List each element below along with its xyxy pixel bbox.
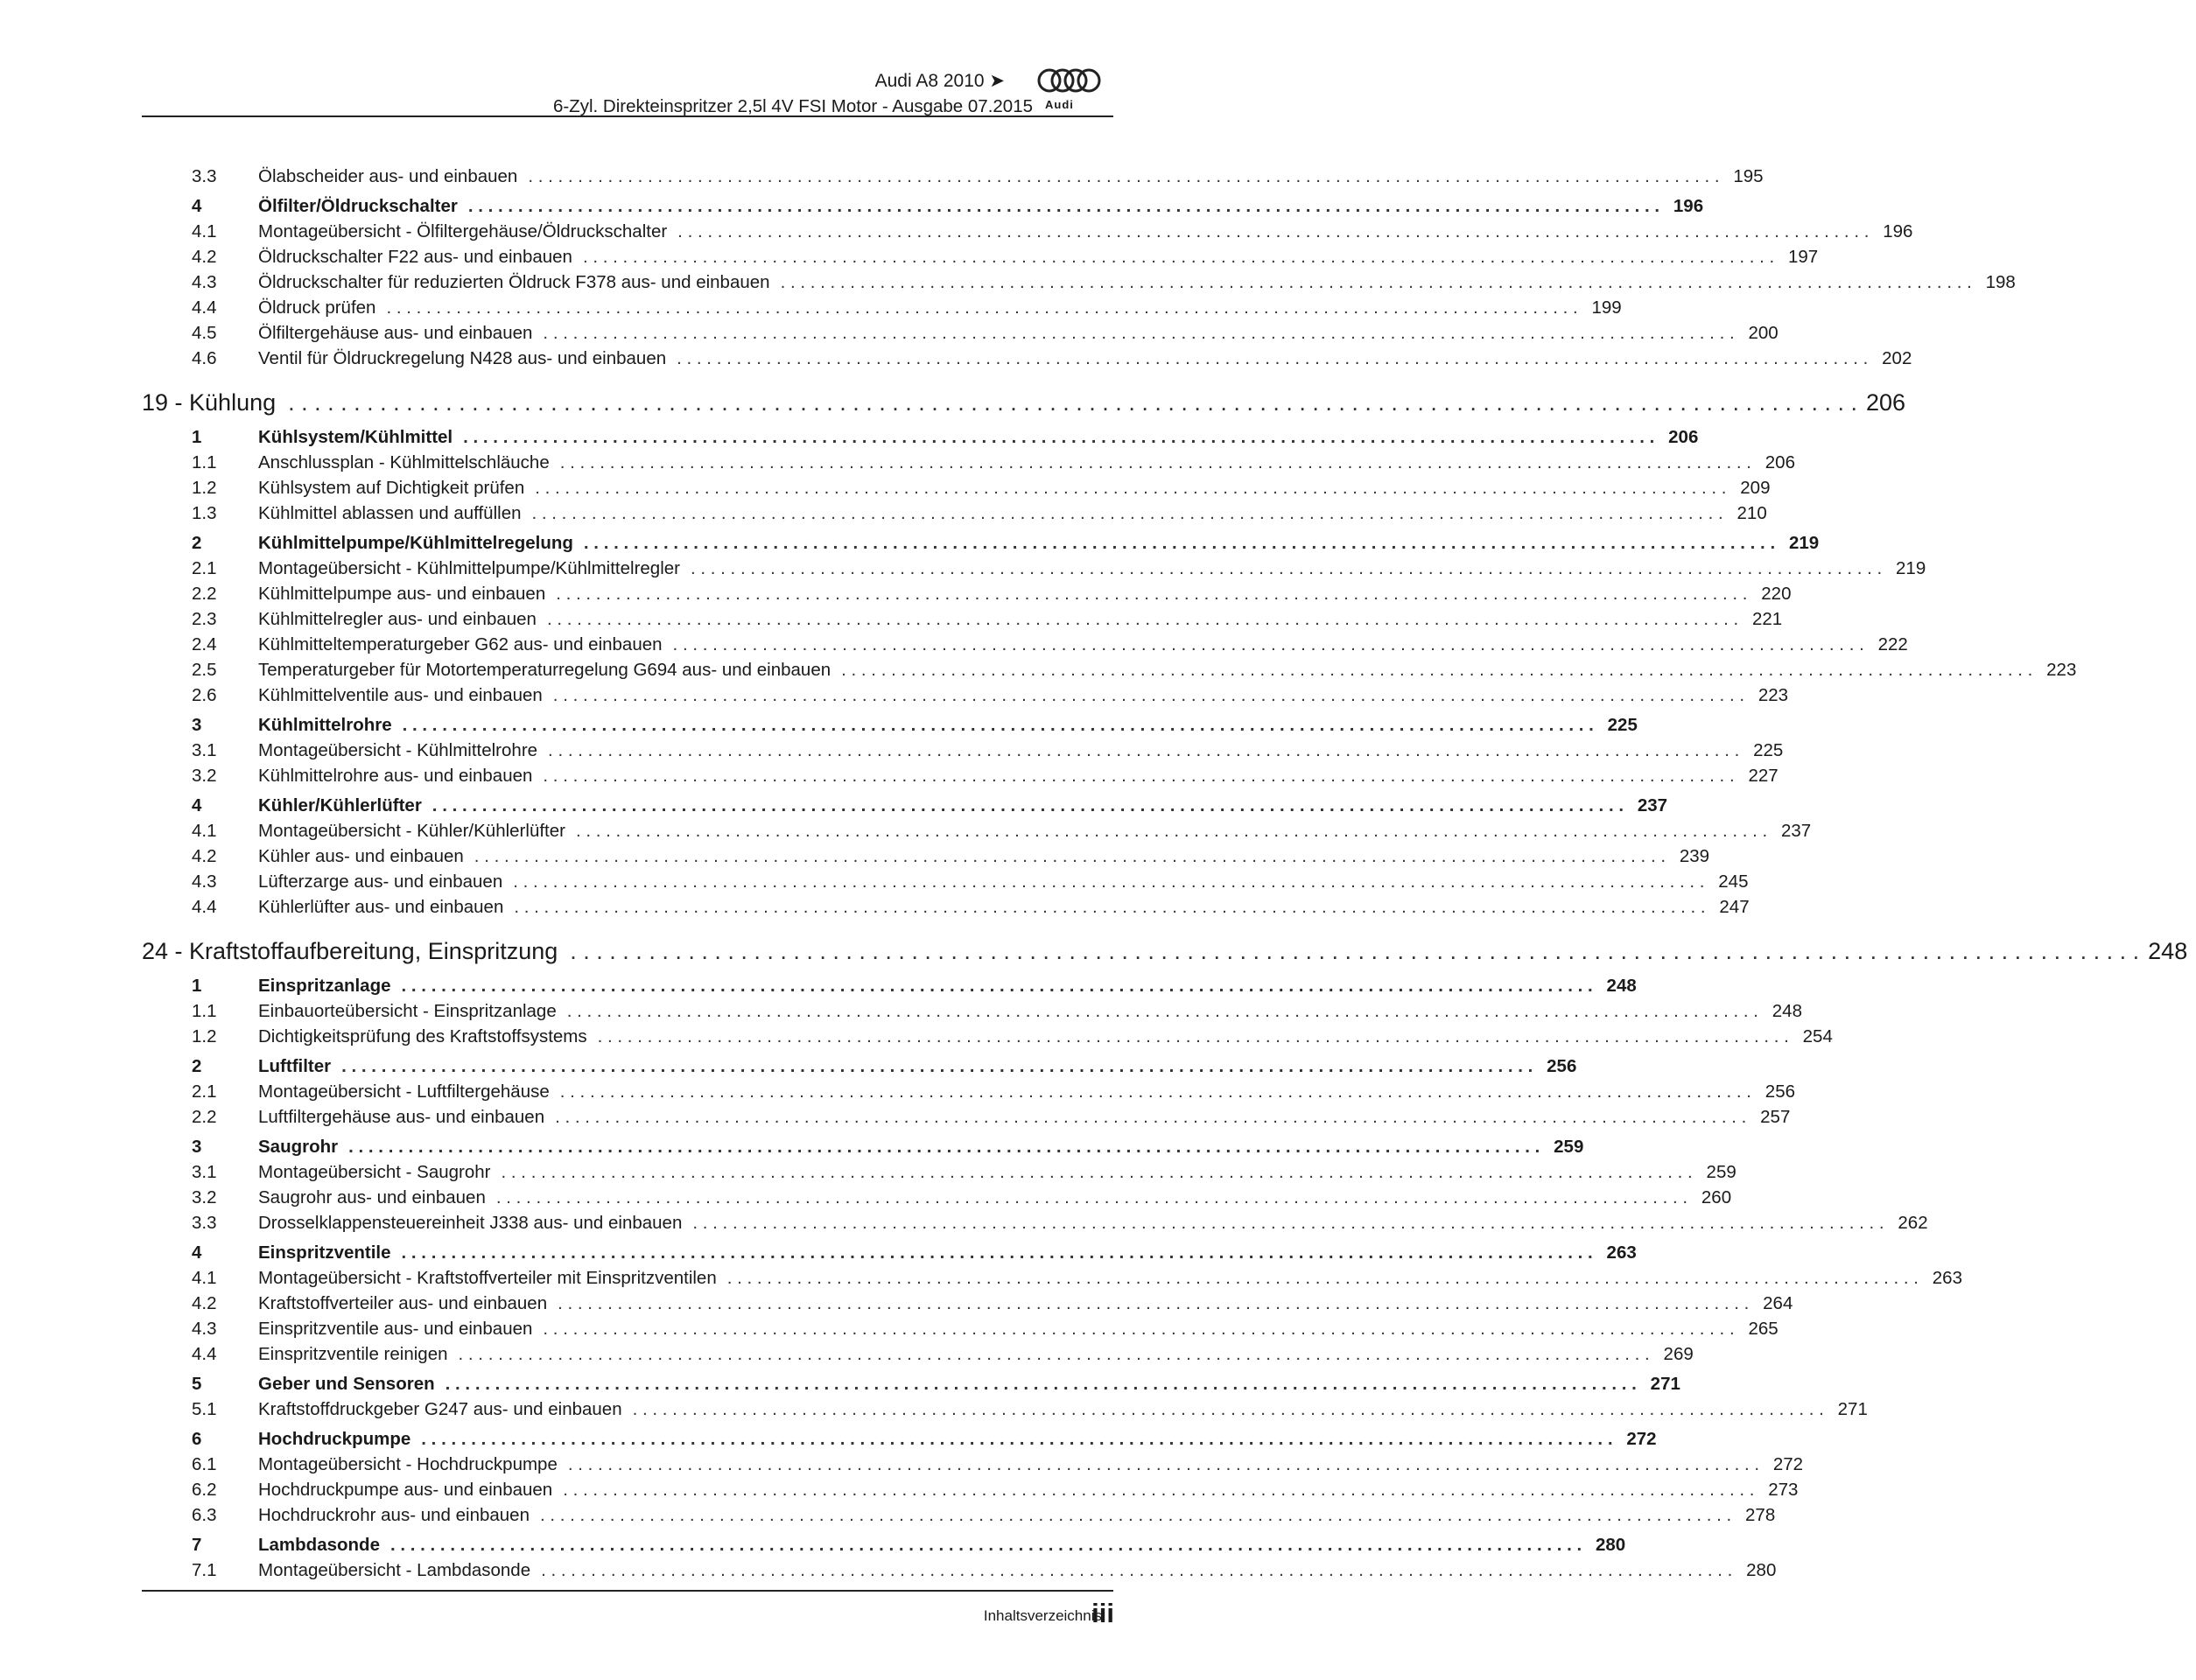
dot-leader: . . . . . . . . . . . . . . . . . . . . . . . . . . . . . . . . . . . . . . . . . . . . . . . . . . . . . . . . . . . . . . . . . . . . . . . . . . . . . . . . . . . . . . . . . . . . . . . . . . . . . . . . . . . . . . . . . . . . . . . .: [597, 1026, 1789, 1046]
dot-leader: . . . . . . . . . . . . . . . . . . . . . . . . . . . . . . . . . . . . . . . . . . . . . . . . . . . . . . . . . . . . . . . . . . . . . . . . . . . . . . . . . . . . . . . . . . . . . . . . . . . . . . . . . . . . . . . . . . . . . . . .: [558, 1293, 1750, 1313]
toc-title: Kühlmittelrohre aus- und einbauen: [258, 766, 533, 786]
toc-title: Montageübersicht - Hochdruckpumpe: [258, 1454, 558, 1474]
toc-number: 2.1: [192, 558, 217, 578]
dot-leader: . . . . . . . . . . . . . . . . . . . . . . . . . . . . . . . . . . . . . . . . . . . . . . . . . . . . . . . . . . . . . . . . . . . . . . . . . . . . . . . . . . . . . . . . . . . . . . . . . . . . . . . . . . . . . . . . . . . . . . . .: [541, 1560, 1733, 1580]
toc-title: Temperaturgeber für Motortemperaturregelung G694 aus- und einbauen: [258, 660, 831, 680]
toc-page-number: 206: [1865, 388, 1906, 416]
toc-page-number: 219: [1788, 533, 1820, 553]
toc-number: 3.1: [192, 740, 217, 760]
toc-number: 2: [192, 1056, 202, 1076]
toc-section[interactable]: [142, 1429, 1657, 1454]
toc-title: Kühlmittelregler aus- und einbauen: [258, 609, 537, 629]
dot-leader: . . . . . . . . . . . . . . . . . . . . . . . . . . . . . . . . . . . . . . . . . . . . . . . . . . . . . . . . . . . . . . . . . . . . . . . . . . . . . . . . . . . . . . . . . . . . . . . . . . . . . . . . . . . . . . . . . . . . . . . .: [535, 478, 1727, 498]
toc-page-number: 198: [1985, 272, 2016, 292]
dot-leader: . . . . . . . . . . . . . . . . . . . . . . . . . . . . . . . . . . . . . . . . . . . . . . . . . . . . . . . . . . . . . . . . . . . . . . . . . . . . . . . . . . . . . . . . . . . . . . . . . . . . . . . . . . . . . . . . . . . . . . . .: [841, 660, 2033, 680]
toc-entry[interactable]: [142, 452, 1795, 478]
footer-rule: [142, 1590, 1113, 1592]
toc-number: 2.5: [192, 660, 217, 680]
toc-title: Geber und Sensoren: [258, 1374, 435, 1394]
toc-page-number: 264: [1763, 1293, 1793, 1313]
dot-leader: . . . . . . . . . . . . . . . . . . . . . . . . . . . . . . . . . . . . . . . . . . . . . . . . . . . . . . . . . . . . . . . . . . . . . . . . . . . . . . . . . . . . . . . . . . . . . . . . . . . . . . . . . . . . . . . . . . . . . . . .: [458, 1344, 1650, 1364]
toc-number: 3.3: [192, 166, 217, 186]
toc-chapter[interactable]: [142, 931, 2188, 971]
toc-entry[interactable]: [142, 766, 1779, 791]
toc-number: 6.2: [192, 1480, 217, 1500]
toc-page-number: 206: [1668, 427, 1699, 447]
toc-page-number: 206: [1765, 452, 1795, 472]
toc-page-number: 260: [1701, 1187, 1732, 1208]
toc-page-number: 197: [1788, 247, 1819, 267]
toc-page-number: 269: [1663, 1344, 1694, 1364]
toc-entry[interactable]: [142, 1480, 1799, 1505]
toc-page-number: 273: [1768, 1480, 1799, 1500]
toc-title: Montageübersicht - Lambdasonde: [258, 1560, 531, 1580]
toc-entry[interactable]: [142, 323, 1779, 348]
toc-title: Saugrohr aus- und einbauen: [258, 1187, 486, 1208]
table-of-contents: [142, 166, 2188, 1586]
toc-section[interactable]: [142, 196, 1704, 221]
toc-entry[interactable]: [142, 1107, 1791, 1132]
toc-page-number: 271: [1837, 1399, 1868, 1419]
toc-entry[interactable]: [142, 478, 1771, 503]
toc-title: Montageübersicht - Kühlmittelrohre: [258, 740, 538, 760]
toc-entry[interactable]: [142, 348, 1912, 374]
toc-entry[interactable]: [142, 1454, 1804, 1480]
dot-leader: . . . . . . . . . . . . . . . . . . . . . . . . . . . . . . . . . . . . . . . . . . . . . . . . . . . . . . . . . . . . . . . . . . . . . . . . . . . . . . . . . . . . . . . . . . . . . . . . . . . . . . . . . . . . . . . . . . . . . . . .: [421, 1429, 1613, 1449]
toc-title: Luftfilter: [258, 1056, 332, 1076]
toc-page-number: 210: [1736, 503, 1767, 523]
page-header: [142, 66, 1113, 117]
toc-title: Einspritzventile aus- und einbauen: [258, 1319, 533, 1339]
toc-page-number: 196: [1673, 196, 1704, 216]
toc-entry[interactable]: [142, 503, 1767, 528]
toc-title: Kraftstoffverteiler aus- und einbauen: [258, 1293, 548, 1313]
toc-section[interactable]: [142, 533, 1820, 558]
toc-number: 1.1: [192, 1001, 217, 1021]
toc-number: 3.2: [192, 766, 217, 786]
toc-number: 1.2: [192, 478, 217, 498]
toc-title: Einspritzventile: [258, 1242, 391, 1263]
toc-entry[interactable]: [142, 272, 2016, 298]
toc-number: 4.6: [192, 348, 217, 368]
toc-number: 4.5: [192, 323, 217, 343]
toc-page-number: 257: [1760, 1107, 1791, 1127]
toc-number: 4.3: [192, 272, 217, 292]
toc-entry[interactable]: [142, 740, 1784, 766]
dot-leader: . . . . . . . . . . . . . . . . . . . . . . . . . . . . . . . . . . . . . . . . . . . . . . . . . . . . . . . . . . . . . . . . . . . . . . . . . . . . . . . . . . . . . . . . . . . . . . . . . . . . . . . . . . . . . . . . . . . . . . . .: [543, 323, 1735, 343]
toc-title: Ölabscheider aus- und einbauen: [258, 166, 518, 186]
toc-page-number: 265: [1748, 1319, 1779, 1339]
dot-leader: . . . . . . . . . . . . . . . . . . . . . . . . . . . . . . . . . . . . . . . . . . . . . . . . . . . . . . . . . . . . . . . . . . . . . . . . . . . . . . . . . . . . . . . . . . . . . . . . . . . . . . . . . . . . . . . . . . . . . . . .: [531, 503, 1723, 523]
toc-number: 2.1: [192, 1082, 217, 1102]
dot-leader: . . . . . . . . . . . . . . . . . . . . . . . . . . . . . . . . . . . . . . . . . . . . . . . . . . . . . . . . . . . . . . . . . . . . . . . . . . . . . . . . . . . . . . . . . . . . . . . . . . . . . . . . . . . . . . . . . . . . . . . .: [528, 166, 1720, 186]
toc-number: 3: [192, 715, 202, 735]
toc-number: 2.2: [192, 584, 217, 604]
toc-page-number: 256: [1765, 1082, 1796, 1102]
toc-title: Kühlmitteltemperaturgeber G62 aus- und einbauen: [258, 634, 663, 654]
toc-number: 7: [192, 1535, 202, 1555]
dot-leader: . . . . . . . . . . . . . . . . . . . . . . . . . . . . . . . . . . . . . . . . . . . . . . . . . . . . . . . . . . . . . . . . . . . . . . . . . . . . . . . . . . . . . . . . . . . . . . . . . . . . . . . . . . . . . . . . . . . . . . . .: [348, 1137, 1540, 1157]
toc-page-number: 202: [1882, 348, 1912, 368]
toc-page-number: 272: [1626, 1429, 1657, 1449]
dot-leader: . . . . . . . . . . . . . . . . . . . . . . . . . . . . . . . . . . . . . . . . . . . . . . . . . . . . . . . . . . . . . . . . . . . . . . . . . . . . . . . . . . . . . . . . . . . . . . . . . . . . . . . . . . . . . . . . . . . . . . . .: [431, 795, 1624, 816]
dot-leader: . . . . . . . . . . . . . . . . . . . . . . . . . . . . . . . . . . . . . . . . . . . . . . . . . . . . . . . . . . . . . . . . . . . . . . . . . . . . . . . . . . . . . . . . . . . . . . . . . . . . . . . . . . . . . . . . . . . . . . . .: [559, 452, 1751, 472]
dot-leader: . . . . . . . . . . . . . . . . . . . . . . . . . . . . . . . . . . . . . . . . . . . . . . . . . . . . . . . . . . . . . . . . . . . . . . . . . . . . . . . . . . . . . . . . . . . . . . . . . . . . . . . . . . . . . . . . . . . . . . . .: [546, 609, 1739, 629]
toc-page-number: 247: [1719, 897, 1750, 917]
toc-title: Kühlmittelrohre: [258, 715, 392, 735]
toc-title: 24 - Kraftstoffaufbereitung, Einspritzung: [142, 937, 558, 964]
toc-page-number: 256: [1547, 1056, 1577, 1076]
dot-leader: . . . . . . . . . . . . . . . . . . . . . . . . . . . . . . . . . . . . . . . . . . . . . . . . . . . . . . . . . . . . . . . . . . . . . . . . . . . . . . . . . . . . . . . . . . . . . . . . . . . . . . . . . . . . . . . . . . . . . . . .: [474, 846, 1666, 866]
dot-leader: . . . . . . . . . . . . . . . . . . . . . . . . . . . . . . . . . . . . . . . . . . . . . . . . . . . . . . . . . . . . . . . . . . . . . . . . . . . . . . . . . . . . . . . . . . . . . . . . . . . . . . . . . . . . . . . . . . . . . . . .: [583, 533, 1776, 553]
toc-page-number: 278: [1745, 1505, 1776, 1525]
toc-number: 2.3: [192, 609, 217, 629]
dot-leader: . . . . . . . . . . . . . . . . . . . . . . . . . . . . . . . . . . . . . . . . . . . . . . . . . . . . . . . . . . . . . . . . . . . . . . . . . . . . . . . . . . . . . . . . . . . . . . . . . . . . . . . . . . . . . . . . . . . . . . . .: [539, 1505, 1732, 1525]
toc-title: Kühlmittelpumpe aus- und einbauen: [258, 584, 546, 604]
toc-title: Öldruckschalter F22 aus- und einbauen: [258, 247, 572, 267]
toc-number: 2.4: [192, 634, 217, 654]
footer-page-number: iii: [1091, 1598, 1114, 1628]
dot-leader: . . . . . . . . . . . . . . . . . . . . . . . . . . . . . . . . . . . . . . . . . . . . . . . . . . . . . . . . . . . . . . . . . . . . . . . . . . . . . . . . . . . . . . . . . . . . . . . . . . . . . . . . . . . . . . . . . . . . . . . .: [552, 685, 1745, 705]
dot-leader: . . . . . . . . . . . . . . . . . . . . . . . . . . . . . . . . . . . . . . . . . . . . . . . . . . . . . . . . . . . . . . . . . . . . . . . . . . . . . . . . . . . . . . . . . . . . . . . . . . . . . . . . . . . . . . . . . . . . . . . .: [543, 766, 1735, 786]
toc-number: 3.1: [192, 1162, 217, 1182]
toc-page-number: 248: [1606, 976, 1637, 996]
toc-entry[interactable]: [142, 685, 1789, 710]
toc-title: Kühlsystem/Kühlmittel: [258, 427, 453, 447]
dot-leader: . . . . . . . . . . . . . . . . . . . . . . . . . . . . . . . . . . . . . . . . . . . . . . . . . . . . . . . . . . . . . . . . . . . . . . . . . . . . . . . . . . . . . . . . . . . . . . . . . . . . . . . . . . . . . . . . . . . . . . . .: [513, 872, 1705, 892]
dot-leader: . . . . . . . . . . . . . . . . . . . . . . . . . . . . . . . . . . . . . . . . . . . . . . . . . . . . . . . . . . . . . . . . . . . . . . . . . . . . . . . . . . . . . . . . . . . . . . . . . . . . . . . . . . . . . . . . . . . . . . . .: [632, 1399, 1824, 1419]
dot-leader: . . . . . . . . . . . . . . . . . . . . . . . . . . . . . . . . . . . . . . . . . . . . . . . . . . . . . . . . . . . . . . . . . . . . . . . . . . . . . . . . . . . . . . . . . . . . . . . . . . . . . . . . . . . . . . . . . . . . . . . .: [501, 1162, 1693, 1182]
toc-entry[interactable]: [142, 221, 1913, 247]
dot-leader: . . . . . . . . . . . . . . . . . . . . . . . . . . . . . . . . . . . . . . . . . . . . . . . . . . . . . . . . . . . . . . . . . . . . . . . . . . . . . . . . . . . . . . . . . . . . . . . . . . . . . . . . . . . . . . . . . . . . . . . .: [341, 1056, 1533, 1076]
toc-title: Einspritzventile reinigen: [258, 1344, 448, 1364]
toc-page-number: 254: [1802, 1026, 1833, 1046]
dot-leader: . . . . . . . . . . . . . . . . . . . . . . . . . . . . . . . . . . . . . . . . . . . . . . . . . . . . . . . . . . . . . . . . . . . . . . . . . . . . . . . . . . . . . . . . . . . . . . . . . . . . . . . . . . . . . . . . . . . . . . . .: [386, 298, 1578, 318]
dot-leader: . . . . . . . . . . . . . . . . . . . . . . . . . . . . . . . . . . . . . . . . . . . . . . . . . . . . . . . . . . . . . . . . . . . . . . . . . . . . . . . . . . . . . . . . . . . . . . . . . . . . . . . . . . . . . . . . . . . . . . . .: [401, 976, 1593, 996]
toc-section[interactable]: [142, 1242, 1637, 1268]
toc-title: Montageübersicht - Kühler/Kühlerlüfter: [258, 821, 565, 841]
toc-title: Luftfiltergehäuse aus- und einbauen: [258, 1107, 545, 1127]
toc-page-number: 227: [1748, 766, 1779, 786]
toc-number: 4.2: [192, 1293, 217, 1313]
toc-number: 4.3: [192, 1319, 217, 1339]
toc-chapter[interactable]: [142, 382, 1906, 423]
toc-title: Dichtigkeitsprüfung des Kraftstoffsystems: [258, 1026, 587, 1046]
dot-leader: . . . . . . . . . . . . . . . . . . . . . . . . . . . . . . . . . . . . . . . . . . . . . . . . . . . . . . . . . . . . . . . . . . . . . . . . . . . . . . . . . . . . . . . . . . . . . . . . . . . . . . . . . . . . . . . . . . . . . . . .: [389, 1535, 1582, 1555]
toc-title: Hochdruckrohr aus- und einbauen: [258, 1505, 530, 1525]
toc-number: 6.1: [192, 1454, 217, 1474]
dot-leader: . . . . . . . . . . . . . . . . . . . . . . . . . . . . . . . . . . . . . . . . . . . . . . . . . . . . . . . . . . . . . . . . . . . . . . . . . . . . . . . . . . . . . . . . . . . . . . . . . . . . . . . . . . . . . . . . . . . . . . . .: [559, 1082, 1752, 1102]
dot-leader: . . . . . . . . . . . . . . . . . . . . . . . . . . . . . . . . . . . . . . . . . . . . . . . . . . . . . . . . . . . . . . . . . . . . . . . . . . . . . . . . . . . . . . . . . . . . . . . . . . . . . . . . . . . . . . . . . . . . . . . .: [514, 897, 1706, 917]
toc-page-number: 263: [1606, 1242, 1637, 1263]
toc-number: 5.1: [192, 1399, 217, 1419]
toc-number: 4.1: [192, 821, 217, 841]
toc-title: Hochdruckpumpe: [258, 1429, 411, 1449]
audi-logo: [1036, 66, 1103, 110]
dot-leader: . . . . . . . . . . . . . . . . . . . . . . . . . . . . . . . . . . . . . . . . . . . . . . . . . . . . . . . . . . . . . . . . . . . . . . . . . . . . . . . . . . . . . . . . . . . . . . . . . . . . . . . . . . . . . . . . . . . . . . . .: [566, 1001, 1758, 1021]
toc-number: 4.1: [192, 221, 217, 242]
dot-leader: . . . . . . . . . . . . . . . . . . . . . . . . . . . . . . . . . . . . . . . . . . . . . . . . . . . . . . . . . . . . . . . . . . . . . . . . . . . . . . . . . . . . . . . . . . . . . . . . . . . . . . . . . . . . . . . . . . . . . . . .: [677, 221, 1870, 242]
toc-number: 4: [192, 1242, 202, 1263]
toc-number: 1: [192, 427, 202, 447]
toc-page-number: 225: [1607, 715, 1638, 735]
toc-number: 3: [192, 1137, 202, 1157]
toc-number: 3.3: [192, 1213, 217, 1233]
toc-entry[interactable]: [142, 660, 2077, 685]
toc-number: 6.3: [192, 1505, 217, 1525]
toc-title: Ölfiltergehäuse aus- und einbauen: [258, 323, 533, 343]
toc-page-number: 259: [1554, 1137, 1584, 1157]
toc-page-number: 280: [1596, 1535, 1626, 1555]
toc-entry[interactable]: [142, 1026, 1833, 1052]
dot-leader: . . . . . . . . . . . . . . . . . . . . . . . . . . . . . . . . . . . . . . . . . . . . . . . . . . . . . . . . . . . . . . . . . . . . . . . . . . . . . . . . . . . . . . . . . . . . . . . . . . . . . . . . . . . . . . . . . . . . . . . .: [563, 1480, 1755, 1500]
toc-number: 4.4: [192, 298, 217, 318]
toc-title: Montageübersicht - Luftfiltergehäuse: [258, 1082, 550, 1102]
toc-section[interactable]: [142, 1374, 1680, 1399]
toc-entry[interactable]: [142, 1293, 1793, 1319]
toc-title: Öldruckschalter für reduzierten Öldruck F378 aus- und einbauen: [258, 272, 770, 292]
toc-title: Einbauorteübersicht - Einspritzanlage: [258, 1001, 557, 1021]
toc-section[interactable]: [142, 976, 1637, 1001]
toc-number: 4.2: [192, 247, 217, 267]
toc-entry[interactable]: [142, 846, 1710, 872]
dot-leader: . . . . . . . . . . . . . . . . . . . . . . . . . . . . . . . . . . . . . . . . . . . . . . . . . . . . . . . . . . . . . . . . . . . . . . . . . . . . . . . . . . . . . . . . . . . . . . . . . . . . . . . . . . . . . . . . . . . . . . . .: [401, 1242, 1593, 1263]
toc-entry[interactable]: [142, 166, 1764, 192]
dot-leader: . . . . . . . . . . . . . . . . . . . . . . . . . . . . . . . . . . . . . . . . . . . . . . . . . . . . . . . . . . . . . . . . . . . . . . . . . . . . . . . . . . . . . . . . . . . . . . . . . . . . . . . . . . . . . . . . . . . . . . . .: [543, 1319, 1735, 1339]
toc-section[interactable]: [142, 795, 1668, 821]
toc-page-number: 237: [1781, 821, 1812, 841]
toc-entry[interactable]: [142, 247, 1819, 272]
toc-entry[interactable]: [142, 584, 1792, 609]
toc-page-number: 259: [1706, 1162, 1736, 1182]
toc-page-number: 263: [1932, 1268, 1962, 1288]
toc-title: 19 - Kühlung: [142, 388, 277, 416]
footer-label: Inhaltsverzeichnis: [983, 1607, 1102, 1624]
toc-page-number: 199: [1591, 298, 1622, 318]
dot-leader: . . . . . . . . . . . . . . . . . . . . . . . . . . . . . . . . . . . . . . . . . . . . . . . . . . . . . . . . . . . . . . . . . . . . . . . . . . . . . . . . . . . . . . . . . . . . . . . . . . . . . . . . . . . . . . . . . . . . . . . .: [463, 427, 1655, 447]
toc-entry[interactable]: [142, 558, 1926, 584]
toc-number: 1.3: [192, 503, 217, 523]
toc-entry[interactable]: [142, 1082, 1796, 1107]
toc-entry[interactable]: [142, 1162, 1736, 1187]
toc-page-number: 248: [1772, 1001, 1802, 1021]
toc-number: 4.3: [192, 872, 217, 892]
toc-entry[interactable]: [142, 897, 1750, 922]
toc-number: 7.1: [192, 1560, 217, 1580]
toc-section[interactable]: [142, 1137, 1584, 1162]
toc-title: Einspritzanlage: [258, 976, 391, 996]
header-subtitle: 6-Zyl. Direkteinspritzer 2,5l 4V FSI Motor - Ausgabe 07.2015: [552, 96, 1033, 116]
toc-title: Montageübersicht - Saugrohr: [258, 1162, 491, 1182]
toc-page-number: 223: [2046, 660, 2077, 680]
toc-entry[interactable]: [142, 1560, 1777, 1586]
toc-number: 5: [192, 1374, 202, 1394]
toc-title: Öldruck prüfen: [258, 298, 376, 318]
toc-number: 4.4: [192, 1344, 217, 1364]
audi-logo-text: Audi: [1045, 98, 1074, 111]
toc-page-number: 280: [1746, 1560, 1777, 1580]
toc-page-number: 222: [1877, 634, 1908, 654]
toc-page-number: 196: [1883, 221, 1913, 242]
toc-title: Lüfterzarge aus- und einbauen: [258, 872, 503, 892]
toc-title: Hochdruckpumpe aus- und einbauen: [258, 1480, 553, 1500]
dot-leader: . . . . . . . . . . . . . . . . . . . . . . . . . . . . . . . . . . . . . . . . . . . . . . . . . . . . . . . . . . . . . . . . . . . . . . . . . . . . . . . . . . . . . . . . . . . . . . . . . . . . . . . . . . . . . . . . . . . . . . . .: [556, 584, 1748, 604]
toc-entry[interactable]: [142, 1505, 1776, 1530]
toc-title: Montageübersicht - Ölfiltergehäuse/Öldruckschalter: [258, 221, 668, 242]
toc-number: 2: [192, 533, 202, 553]
toc-entry[interactable]: [142, 1187, 1732, 1213]
toc-title: Kühlmittelpumpe/Kühlmittelregelung: [258, 533, 573, 553]
toc-entry[interactable]: [142, 1399, 1868, 1424]
toc-number: 4: [192, 795, 202, 816]
toc-entry[interactable]: [142, 1319, 1779, 1344]
toc-title: Montageübersicht - Kühlmittelpumpe/Kühlmittelregler: [258, 558, 680, 578]
dot-leader: . . . . . . . . . . . . . . . . . . . . . . . . . . . . . . . . . . . . . . . . . . . . . . . . . . . . . . . . . . . . . . . . . . . . . . . . . . . . . . . . . . . . . . . . . . . . . . . . . . . . . . . . . . . . . . . . . . . . . . . .: [692, 1213, 1884, 1233]
toc-title: Montageübersicht - Kraftstoffverteiler mit Einspritzventilen: [258, 1268, 717, 1288]
toc-entry[interactable]: [142, 1213, 1928, 1238]
toc-page-number: 219: [1896, 558, 1926, 578]
dot-leader: . . . . . . . . . . . . . . . . . . . . . . . . . . . . . . . . . . . . . . . . . . . . . . . . . . . . . . . . . . . . . . . . . . . . . . . . . . . . . . . . . . . . . . . . . . . . . . . . . . . . . . . . . . . . . . . . . . . . . . . .: [567, 1454, 1760, 1474]
toc-entry[interactable]: [142, 1344, 1694, 1369]
toc-number: 3.2: [192, 1187, 217, 1208]
toc-title: Kühlmittelventile aus- und einbauen: [258, 685, 543, 705]
toc-number: 4: [192, 196, 202, 216]
toc-title: Drosselklappensteuereinheit J338 aus- und einbauen: [258, 1213, 683, 1233]
toc-number: 4.4: [192, 897, 217, 917]
header-model: Audi A8 2010 ➤: [874, 71, 1005, 91]
toc-entry[interactable]: [142, 821, 1812, 846]
toc-page-number: 239: [1679, 846, 1710, 866]
dot-leader: . . . . . . . . . . . . . . . . . . . . . . . . . . . . . . . . . . . . . . . . . . . . . . . . . . . . . . . . . . . . . . . . . . . . . . . . . . . . . . . . . . . . . . . . . . . . . . . . . . . . . . . . . . . . . . . . . . . . . . . .: [575, 821, 1768, 841]
toc-title: Anschlussplan - Kühlmittelschläuche: [258, 452, 550, 472]
toc-number: 6: [192, 1429, 202, 1449]
toc-page-number: 223: [1758, 685, 1789, 705]
dot-leader: . . . . . . . . . . . . . . . . . . . . . . . . . . . . . . . . . . . . . . . . . . . . . . . . . . . . . . . . . . . . . . . . . . . . . . . . . . . . . . . . . . . . . . . . . . . . . . . . . . . . . . . . . . . . . . . . . . . . . . . .: [445, 1374, 1637, 1394]
toc-entry[interactable]: [142, 872, 1749, 897]
dot-leader: . . . . . . . . . . . . . . . . . . . . . . . . . . . . . . . . . . . . . . . . . . . . . . . . . . . . . . . . . . . . . . . . . . . . . . . . . . . . . . . . . . . . . . . . . . . . . . . . . . . . . . . . . . . . . . . . . . . . . . . .: [690, 558, 1883, 578]
toc-page-number: 272: [1772, 1454, 1804, 1474]
toc-page-number: 220: [1761, 584, 1792, 604]
toc-title: Ölfilter/Öldruckschalter: [258, 196, 458, 216]
toc-page-number: 225: [1753, 740, 1784, 760]
toc-entry[interactable]: [142, 634, 1908, 660]
toc-section[interactable]: [142, 1056, 1577, 1082]
dot-leader: . . . . . . . . . . . . . . . . . . . . . . . . . . . . . . . . . . . . . . . . . . . . . . . . . . . . . . . . . . . . . . . . . . . . . . . . . . . . . . . . . . . . . . . . . . . . . . . . . . . . . . . . . . . . . . . . . . . . . . . .: [288, 388, 1857, 416]
toc-page-number: 209: [1740, 478, 1771, 498]
toc-number: 1.2: [192, 1026, 217, 1046]
toc-page-number: 245: [1718, 872, 1749, 892]
toc-title: Kühlsystem auf Dichtigkeit prüfen: [258, 478, 525, 498]
toc-page-number: 271: [1650, 1374, 1680, 1394]
toc-title: Lambdasonde: [258, 1535, 380, 1555]
toc-entry[interactable]: [142, 298, 1622, 323]
dot-leader: . . . . . . . . . . . . . . . . . . . . . . . . . . . . . . . . . . . . . . . . . . . . . . . . . . . . . . . . . . . . . . . . . . . . . . . . . . . . . . . . . . . . . . . . . . . . . . . . . . . . . . . . . . . . . . . . . . . . . . . .: [780, 272, 1972, 292]
toc-section[interactable]: [142, 715, 1638, 740]
toc-page-number: 200: [1748, 323, 1779, 343]
dot-leader: . . . . . . . . . . . . . . . . . . . . . . . . . . . . . . . . . . . . . . . . . . . . . . . . . . . . . . . . . . . . . . . . . . . . . . . . . . . . . . . . . . . . . . . . . . . . . . . . . . . . . . . . . . . . . . . . . . . . . . . .: [570, 937, 2140, 964]
toc-number: 4.2: [192, 846, 217, 866]
toc-entry[interactable]: [142, 609, 1783, 634]
dot-leader: . . . . . . . . . . . . . . . . . . . . . . . . . . . . . . . . . . . . . . . . . . . . . . . . . . . . . . . . . . . . . . . . . . . . . . . . . . . . . . . . . . . . . . . . . . . . . . . . . . . . . . . . . . . . . . . . . . . . . . . .: [555, 1107, 1747, 1127]
header-rule: [142, 116, 1113, 117]
toc-page-number: 237: [1637, 795, 1668, 816]
toc-number: 4.1: [192, 1268, 217, 1288]
toc-title: Kühlerlüfter aus- und einbauen: [258, 897, 504, 917]
dot-leader: . . . . . . . . . . . . . . . . . . . . . . . . . . . . . . . . . . . . . . . . . . . . . . . . . . . . . . . . . . . . . . . . . . . . . . . . . . . . . . . . . . . . . . . . . . . . . . . . . . . . . . . . . . . . . . . . . . . . . . . .: [672, 634, 1864, 654]
audi-rings-icon: [1036, 66, 1103, 96]
toc-page-number: 248: [2148, 937, 2188, 964]
toc-section[interactable]: [142, 427, 1699, 452]
toc-section[interactable]: [142, 1535, 1626, 1560]
dot-leader: . . . . . . . . . . . . . . . . . . . . . . . . . . . . . . . . . . . . . . . . . . . . . . . . . . . . . . . . . . . . . . . . . . . . . . . . . . . . . . . . . . . . . . . . . . . . . . . . . . . . . . . . . . . . . . . . . . . . . . . .: [548, 740, 1740, 760]
dot-leader: . . . . . . . . . . . . . . . . . . . . . . . . . . . . . . . . . . . . . . . . . . . . . . . . . . . . . . . . . . . . . . . . . . . . . . . . . . . . . . . . . . . . . . . . . . . . . . . . . . . . . . . . . . . . . . . . . . . . . . . .: [495, 1187, 1688, 1208]
toc-title: Kraftstoffdruckgeber G247 aus- und einbauen: [258, 1399, 622, 1419]
dot-leader: . . . . . . . . . . . . . . . . . . . . . . . . . . . . . . . . . . . . . . . . . . . . . . . . . . . . . . . . . . . . . . . . . . . . . . . . . . . . . . . . . . . . . . . . . . . . . . . . . . . . . . . . . . . . . . . . . . . . . . . .: [726, 1268, 1919, 1288]
dot-leader: . . . . . . . . . . . . . . . . . . . . . . . . . . . . . . . . . . . . . . . . . . . . . . . . . . . . . . . . . . . . . . . . . . . . . . . . . . . . . . . . . . . . . . . . . . . . . . . . . . . . . . . . . . . . . . . . . . . . . . . .: [677, 348, 1869, 368]
dot-leader: . . . . . . . . . . . . . . . . . . . . . . . . . . . . . . . . . . . . . . . . . . . . . . . . . . . . . . . . . . . . . . . . . . . . . . . . . . . . . . . . . . . . . . . . . . . . . . . . . . . . . . . . . . . . . . . . . . . . . . . .: [467, 196, 1660, 216]
toc-number: 1: [192, 976, 202, 996]
toc-entry[interactable]: [142, 1268, 1962, 1293]
toc-page-number: 262: [1898, 1213, 1928, 1233]
toc-title: Kühler aus- und einbauen: [258, 846, 464, 866]
toc-number: 2.6: [192, 685, 217, 705]
toc-page-number: 221: [1751, 609, 1783, 629]
toc-number: 2.2: [192, 1107, 217, 1127]
toc-page-number: 195: [1733, 166, 1764, 186]
toc-number: 1.1: [192, 452, 217, 472]
dot-leader: . . . . . . . . . . . . . . . . . . . . . . . . . . . . . . . . . . . . . . . . . . . . . . . . . . . . . . . . . . . . . . . . . . . . . . . . . . . . . . . . . . . . . . . . . . . . . . . . . . . . . . . . . . . . . . . . . . . . . . . .: [402, 715, 1594, 735]
toc-title: Kühler/Kühlerlüfter: [258, 795, 422, 816]
toc-title: Saugrohr: [258, 1137, 339, 1157]
toc-entry[interactable]: [142, 1001, 1802, 1026]
toc-title: Kühlmittel ablassen und auffüllen: [258, 503, 522, 523]
toc-title: Ventil für Öldruckregelung N428 aus- und einbauen: [258, 348, 667, 368]
dot-leader: . . . . . . . . . . . . . . . . . . . . . . . . . . . . . . . . . . . . . . . . . . . . . . . . . . . . . . . . . . . . . . . . . . . . . . . . . . . . . . . . . . . . . . . . . . . . . . . . . . . . . . . . . . . . . . . . . . . . . . . .: [582, 247, 1775, 267]
